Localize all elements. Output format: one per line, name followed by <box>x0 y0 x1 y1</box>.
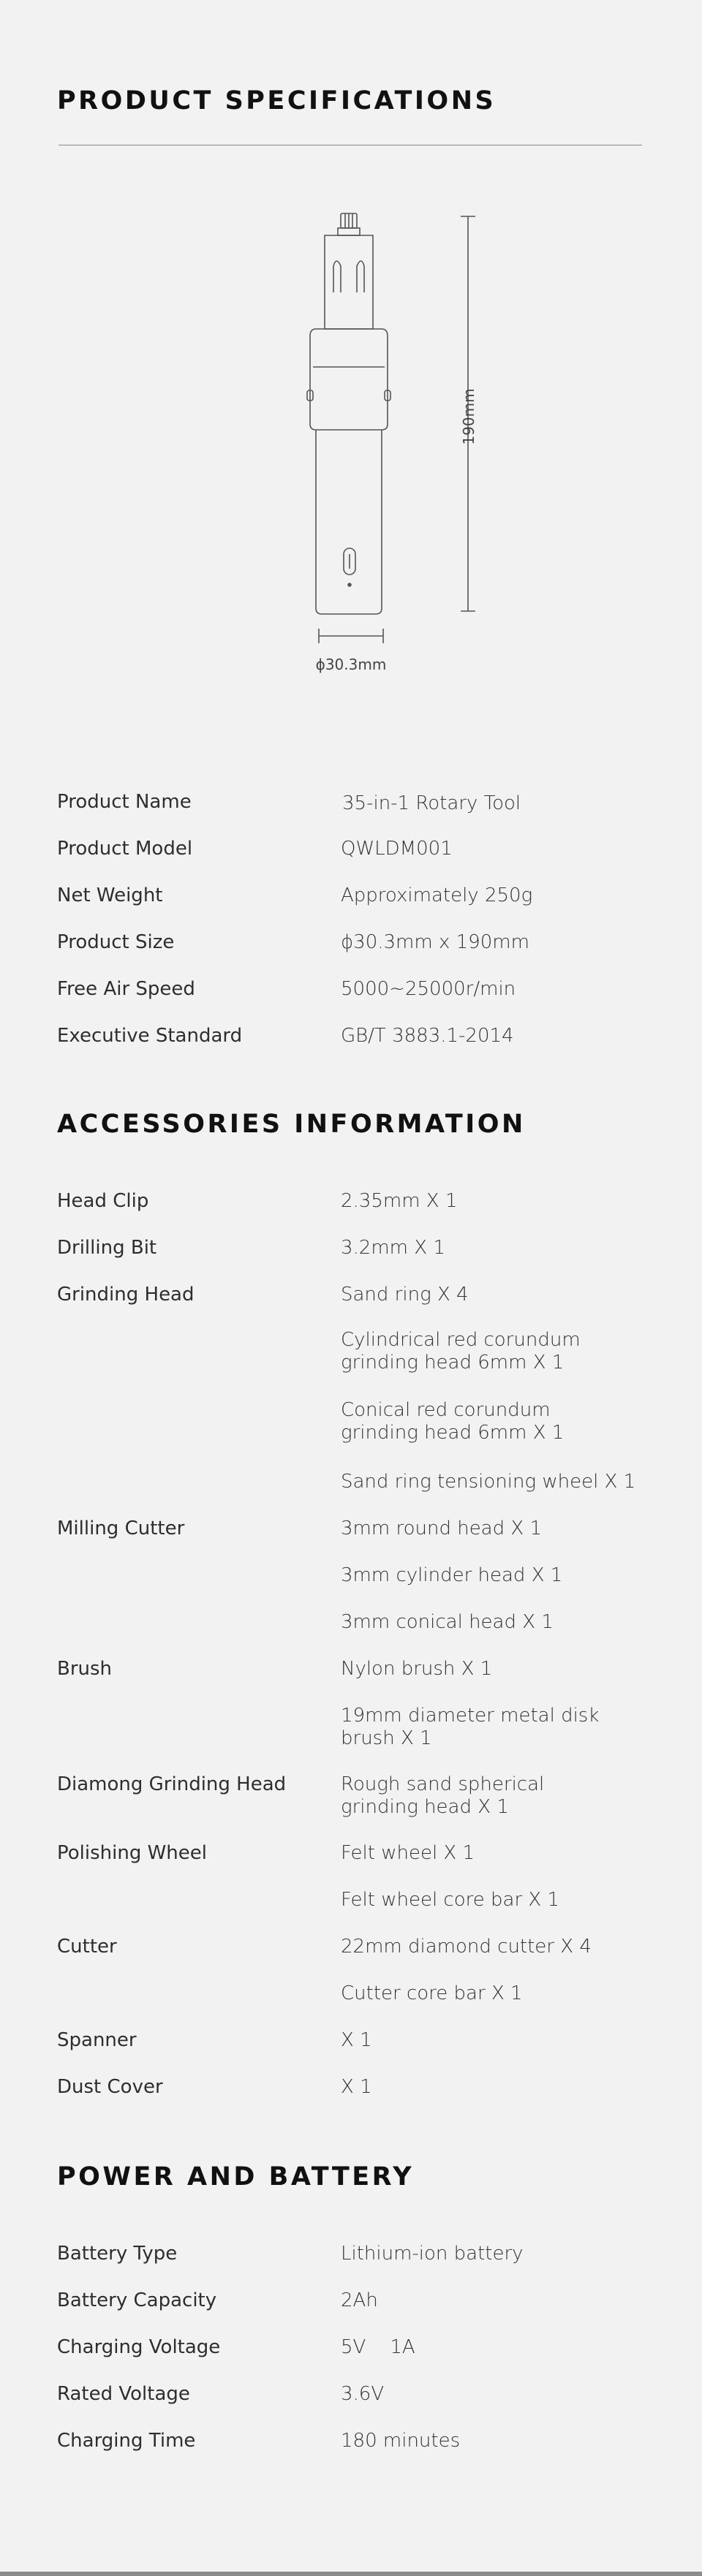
accessory-value: Rough sand spherical grinding head X 1 <box>341 1773 545 1818</box>
accessory-value: Felt wheel core bar X 1 <box>341 1889 560 1911</box>
battery-value: 3.6V <box>341 2383 385 2405</box>
battery-label: Charging Time <box>57 2430 196 2452</box>
accessory-value: 22mm diamond cutter X 4 <box>341 1936 592 1958</box>
spec-label: Free Air Speed <box>57 978 195 1000</box>
battery-label: Battery Capacity <box>57 2289 217 2311</box>
product-dimension-diagram <box>278 205 497 687</box>
accessories-information-title: ACCESSORIES INFORMATION <box>57 1110 526 1139</box>
accessory-label: Drilling Bit <box>57 1237 157 1259</box>
accessory-label: Milling Cutter <box>57 1518 185 1539</box>
spec-value: QWLDM001 <box>341 838 453 860</box>
accessory-value: Conical red corundum grinding head 6mm X 1 <box>341 1399 565 1444</box>
accessory-value: 19mm diameter metal disk brush X 1 <box>341 1705 600 1749</box>
accessory-value: Nylon brush X 1 <box>341 1658 493 1680</box>
battery-label: Rated Voltage <box>57 2383 190 2405</box>
height-dimension-label: 190mm <box>460 388 478 445</box>
accessory-value: 2.35mm X 1 <box>341 1190 458 1212</box>
spec-label: Product Name <box>57 791 192 813</box>
accessory-value: Sand ring X 4 <box>341 1284 469 1306</box>
spec-value: 5000~25000r/min <box>341 978 516 1000</box>
accessory-label: Diamong Grinding Head <box>57 1773 287 1795</box>
spec-label: Executive Standard <box>57 1025 243 1047</box>
accessory-label: Dust Cover <box>57 2076 163 2098</box>
accessory-value: Cylindrical red corundum grinding head 6mm X 1 <box>341 1329 581 1374</box>
spec-label: Net Weight <box>57 884 163 906</box>
spec-value: GB/T 3883.1-2014 <box>341 1025 514 1047</box>
accessory-value: 3mm round head X 1 <box>341 1518 543 1539</box>
rotary-tool-drawing <box>278 205 497 687</box>
battery-label: Charging Voltage <box>57 2336 221 2358</box>
accessory-label: Cutter <box>57 1936 117 1958</box>
accessory-label: Grinding Head <box>57 1284 195 1306</box>
battery-value: Lithium-ion battery <box>341 2243 524 2265</box>
battery-value: 180 minutes <box>341 2430 461 2452</box>
power-and-battery-title: POWER AND BATTERY <box>57 2162 415 2192</box>
spec-label: Product Model <box>57 838 193 860</box>
battery-value: 2Ah <box>341 2289 378 2311</box>
battery-label: Battery Type <box>57 2243 178 2265</box>
accessory-value: 3mm cylinder head X 1 <box>341 1564 563 1586</box>
accessory-value: X 1 <box>341 2076 372 2098</box>
accessory-label: Spanner <box>57 2029 137 2051</box>
accessory-value: 3mm conical head X 1 <box>341 1611 554 1633</box>
accessory-label: Head Clip <box>57 1190 149 1212</box>
accessory-value: Felt wheel X 1 <box>341 1842 475 1864</box>
accessory-label: Brush <box>57 1658 113 1680</box>
accessory-label: Polishing Wheel <box>57 1842 208 1864</box>
spec-value: Approximately 250g <box>341 884 533 906</box>
accessory-value: X 1 <box>341 2029 372 2051</box>
accessory-value: Cutter core bar X 1 <box>341 1982 523 2004</box>
battery-value: 5V 1A <box>341 2336 415 2358</box>
spec-label: Product Size <box>57 931 175 953</box>
accessory-value: 3.2mm X 1 <box>341 1237 445 1259</box>
accessory-value: Sand ring tensioning wheel X 1 <box>341 1471 636 1493</box>
diameter-dimension-label: ϕ30.3mm <box>315 656 387 673</box>
spec-value: ϕ30.3mm x 190mm <box>341 931 529 953</box>
bottom-divider <box>0 2572 702 2576</box>
product-specifications-title: PRODUCT SPECIFICATIONS <box>57 86 497 115</box>
spec-value: 35-in-1 Rotary Tool <box>342 792 521 814</box>
